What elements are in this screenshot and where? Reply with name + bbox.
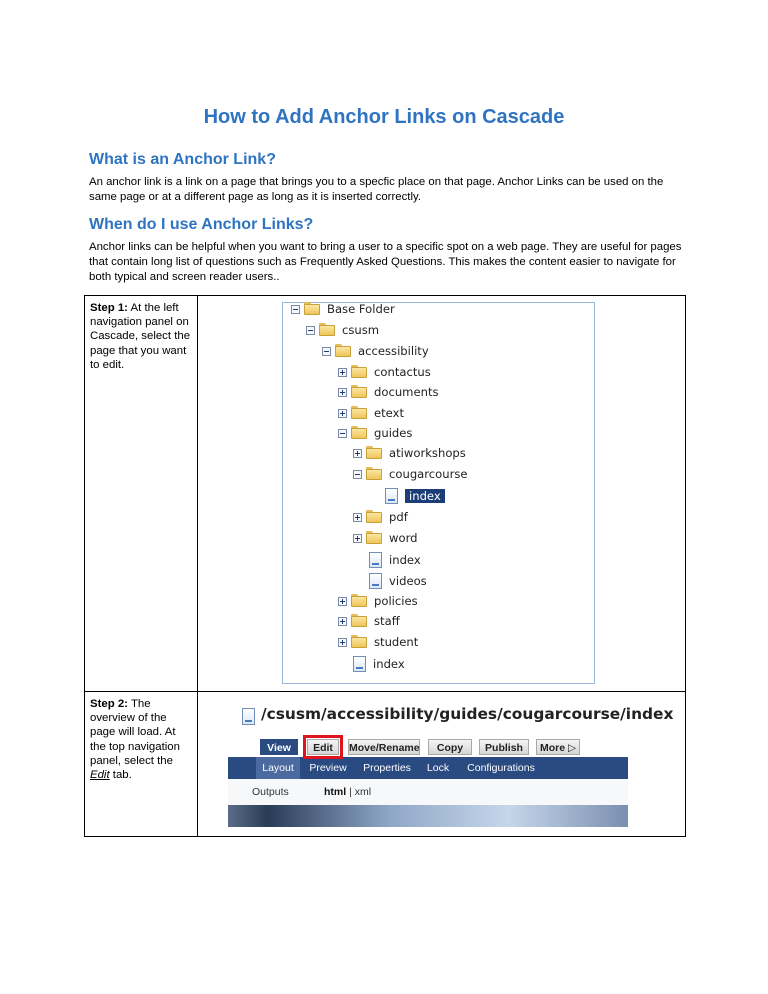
sub-tabs <box>228 757 628 779</box>
collapse-icon[interactable] <box>291 305 300 314</box>
asset-path-bar <box>228 701 674 735</box>
tree-node-word[interactable] <box>353 529 418 547</box>
tree-label: staff <box>374 614 400 628</box>
tree-label: videos <box>389 574 427 588</box>
tree-node-accessibility[interactable] <box>322 342 429 360</box>
tree-label: etext <box>374 406 405 420</box>
steps-table <box>84 295 686 837</box>
tree-label: cougarcourse <box>389 467 468 481</box>
tab-move-rename[interactable]: Move/Rename <box>348 739 420 755</box>
cascade-edit-panel <box>228 701 674 827</box>
step-2-screenshot-cell <box>198 692 686 837</box>
asset-path: /csusm/accessibility/guides/cougarcourse/index <box>261 705 674 723</box>
tree-label: accessibility <box>358 344 429 358</box>
folder-icon <box>335 344 352 358</box>
outputs-label: Outputs <box>252 786 289 798</box>
expand-icon[interactable] <box>338 388 347 397</box>
output-xml-link[interactable]: xml <box>354 786 372 798</box>
tree-label: policies <box>374 594 418 608</box>
subtab-preview[interactable]: Preview <box>309 762 347 774</box>
step-1-screenshot-cell <box>198 296 686 692</box>
folder-icon <box>351 614 368 628</box>
step-row-2 <box>85 692 686 837</box>
tree-node-guides-index[interactable] <box>369 551 421 569</box>
step-1-text <box>85 296 197 372</box>
action-tabs <box>228 735 628 757</box>
expand-icon[interactable] <box>353 449 362 458</box>
expand-icon[interactable] <box>338 617 347 626</box>
tree-node-csusm[interactable] <box>306 321 379 339</box>
step-2-cell <box>85 692 198 837</box>
tab-edit[interactable]: Edit <box>307 739 339 755</box>
tree-node-accessibility-index[interactable] <box>353 655 405 673</box>
tree-label: index <box>373 657 405 671</box>
tree-node-pdf[interactable] <box>353 508 408 526</box>
page-icon <box>369 552 382 568</box>
expand-icon[interactable] <box>338 638 347 647</box>
page-icon <box>385 488 398 504</box>
folder-icon <box>366 446 383 460</box>
tree-label: guides <box>374 426 413 440</box>
collapse-icon[interactable] <box>338 429 347 438</box>
folder-icon <box>351 635 368 649</box>
step-1-instruction: At the left navigation panel on Cascade, select the page that you want to edit. <box>90 302 191 371</box>
tree-node-videos[interactable] <box>369 572 427 590</box>
tree-label: csusm <box>342 323 380 337</box>
tree-label: student <box>374 635 419 649</box>
subtab-properties[interactable]: Properties <box>363 762 411 774</box>
tab-more[interactable]: More ▷ <box>536 739 580 755</box>
output-separator: | <box>346 786 355 798</box>
tab-copy[interactable]: Copy <box>428 739 472 755</box>
tree-node-atiworkshops[interactable] <box>353 444 466 462</box>
folder-icon <box>366 467 383 481</box>
step-1-label: Step 1: <box>90 302 128 314</box>
tree-label: pdf <box>389 510 408 524</box>
subtab-lock[interactable]: Lock <box>426 762 450 774</box>
tree-label: Base Folder <box>327 302 395 316</box>
tab-publish[interactable]: Publish <box>479 739 529 755</box>
collapse-icon[interactable] <box>306 326 315 335</box>
cascade-folder-tree <box>282 302 595 684</box>
tree-node-documents[interactable] <box>338 383 439 401</box>
page-preview-image <box>228 805 628 827</box>
tree-node-cougarcourse-index[interactable] <box>385 487 445 505</box>
step-2-label: Step 2: <box>90 698 128 710</box>
tree-node-cougarcourse[interactable] <box>353 465 468 483</box>
page-icon <box>242 708 255 725</box>
folder-icon <box>366 510 383 524</box>
section-heading-what: What is an Anchor Link? <box>89 151 276 168</box>
tree-node-student[interactable] <box>338 633 418 651</box>
expand-icon[interactable] <box>338 597 347 606</box>
expand-icon[interactable] <box>353 513 362 522</box>
step-2-edit-emphasis: Edit <box>90 769 110 782</box>
page-icon <box>369 573 382 589</box>
subtab-configurations[interactable]: Configurations <box>467 762 535 774</box>
folder-icon <box>351 594 368 608</box>
folder-icon <box>351 365 368 379</box>
tree-node-policies[interactable] <box>338 592 418 610</box>
tree-node-staff[interactable] <box>338 612 400 630</box>
folder-icon <box>351 426 368 440</box>
tree-node-contactus[interactable] <box>338 363 431 381</box>
folder-icon <box>304 302 321 316</box>
output-html-link[interactable]: html <box>324 786 347 798</box>
tree-node-base-folder[interactable] <box>291 300 395 318</box>
folder-icon <box>351 385 368 399</box>
tab-view[interactable]: View <box>260 739 298 755</box>
page-icon <box>353 656 366 672</box>
expand-icon[interactable] <box>353 534 362 543</box>
collapse-icon[interactable] <box>322 347 331 356</box>
tree-node-guides[interactable] <box>338 424 412 442</box>
tree-label-selected[interactable]: index <box>405 489 445 503</box>
folder-icon <box>366 531 383 545</box>
tree-label: documents <box>374 385 439 399</box>
outputs-row <box>228 779 628 805</box>
tree-label: index <box>389 553 421 567</box>
expand-icon[interactable] <box>338 409 347 418</box>
expand-icon[interactable] <box>338 368 347 377</box>
step-1-cell <box>85 296 198 692</box>
tree-node-etext[interactable] <box>338 404 404 422</box>
section-body-when: Anchor links can be helpful when you want to bring a user to a specific spot on a web page. They are useful for pages that contain long list of questions such as Frequently Asked Questions. This makes the content easier to navigate for both typical and screen reader users.. <box>89 241 682 283</box>
step-row-1 <box>85 296 686 692</box>
collapse-icon[interactable] <box>353 470 362 479</box>
section-body-what: An anchor link is a link on a page that brings you to a specfic place on that page. Anchor Links can be used on the same page or at a different page as long as it is inserted correctly. <box>89 176 664 203</box>
tree-label: contactus <box>374 365 431 379</box>
section-heading-when: When do I use Anchor Links? <box>89 216 314 233</box>
tree-label: atiworkshops <box>389 446 466 460</box>
tree-label: word <box>389 531 418 545</box>
folder-icon <box>351 406 368 420</box>
step-2-instruction-a: The overview of the page will load. At the top navigation panel, select the <box>90 698 180 767</box>
subtab-layout[interactable]: Layout <box>256 757 300 779</box>
folder-icon <box>319 323 336 337</box>
step-2-instruction-b: tab. <box>109 769 132 782</box>
page-title: How to Add Anchor Links on Cascade <box>203 106 565 128</box>
step-2-text <box>85 692 197 782</box>
outputs-values <box>324 786 371 798</box>
